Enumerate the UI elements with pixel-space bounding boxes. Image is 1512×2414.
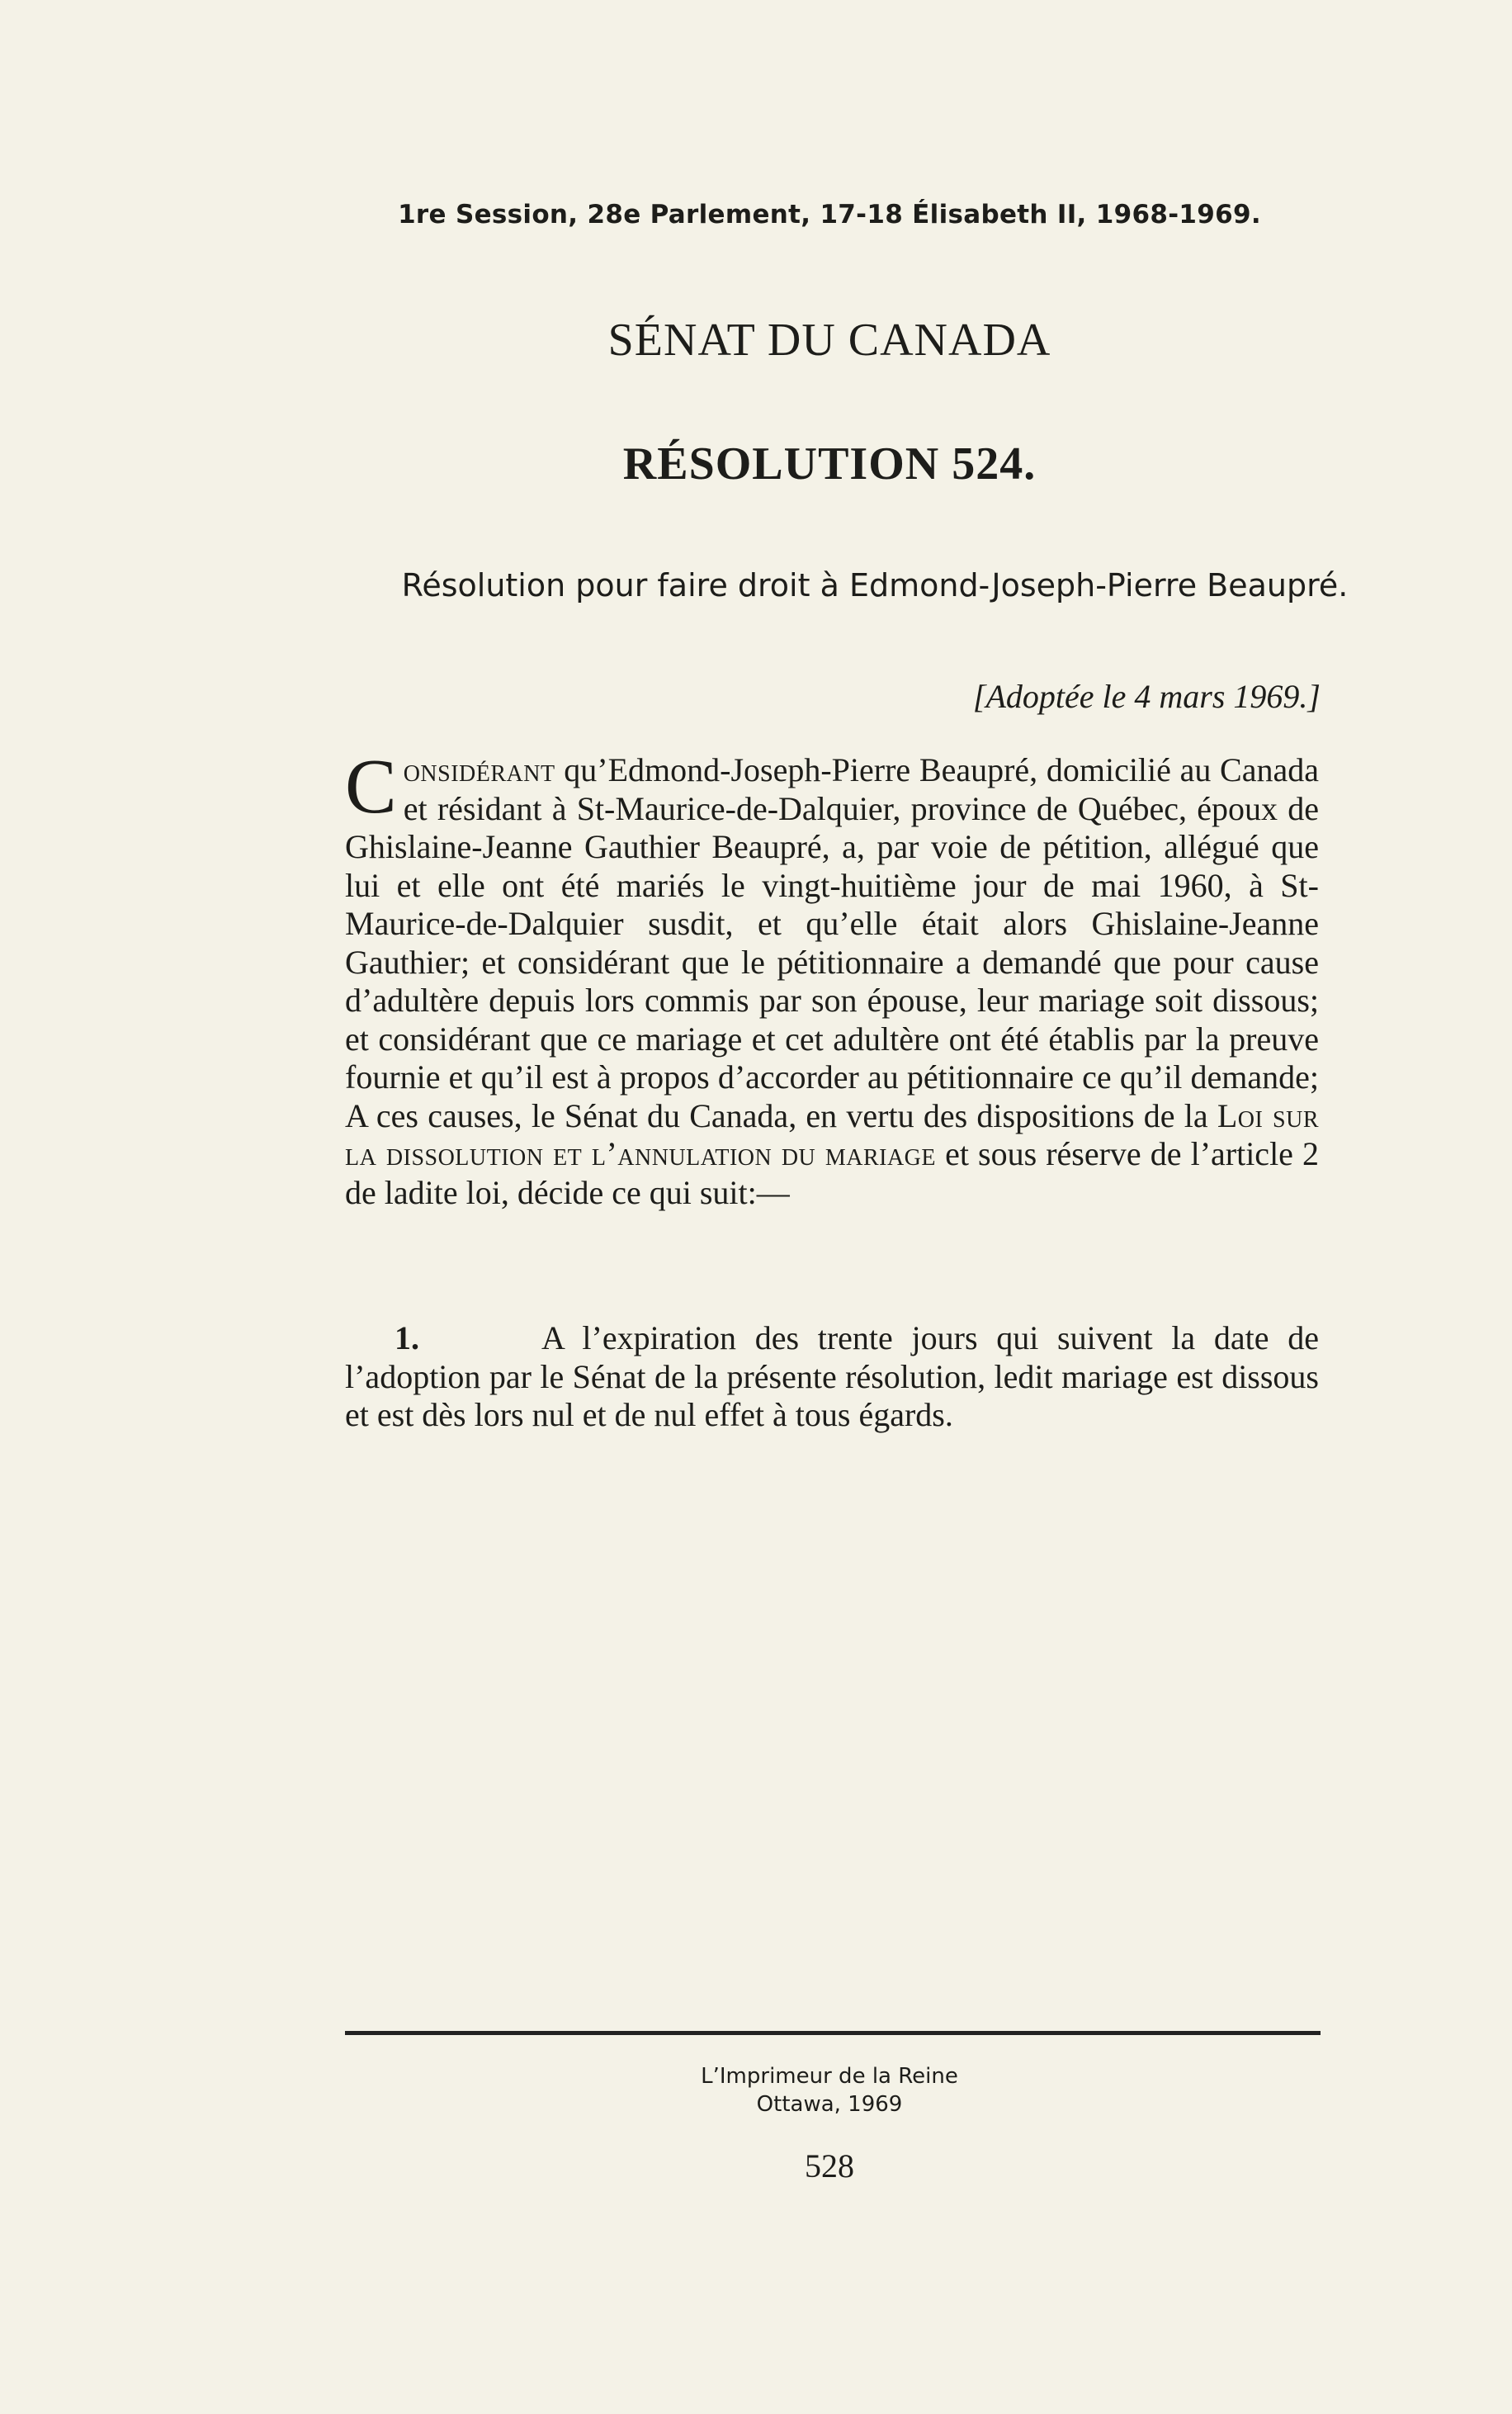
adoption-date: [Adoptée le 4 mars 1969.] <box>972 678 1321 715</box>
page-number: 528 <box>805 2147 854 2184</box>
printer-info <box>0 2062 1512 2118</box>
session-header: 1re Session, 28e Parlement, 17-18 Élisabeth II, 1968-1969. <box>398 200 1261 230</box>
preamble-text-part2: et sous réserve de l’article 2 de ladite loi, décide ce qui suit:— <box>345 1135 1320 1211</box>
resolution-title: RÉSOLUTION 524. <box>622 438 1037 490</box>
printer-name: L’Imprimeur de la Reine <box>701 2064 958 2089</box>
article-1 <box>345 1319 1319 1435</box>
opening-word: onsidérant <box>403 751 555 788</box>
preamble <box>345 744 1320 1212</box>
resolution-subtitle: Résolution pour faire droit à Edmond-Joseph-Pierre Beaupré. <box>401 567 1349 604</box>
article-number: 1. <box>395 1319 419 1356</box>
drop-cap: C <box>345 744 397 830</box>
senate-title: SÉNAT DU CANADA <box>607 315 1051 366</box>
act-name: Loi sur la dissolution et l’annulation du mariage <box>345 1096 1320 1172</box>
printer-place-year: Ottawa, 1969 <box>756 2092 903 2117</box>
article-text: A l’expiration des trente jours qui suivent la date de l’adoption par le Sénat de la présente résolution, ledit mariage est dissous et est dès lors nul et de nul effet à tous égards. <box>345 1319 1319 1433</box>
preamble-text-part1: qu’Edmond-Joseph-Pierre Beaupré, domicilié au Canada et résidant à St-Maurice-de-Dalquier, province de Québec, époux de Ghislaine-Jeanne Gauthier Beaupré, a, par voie de pétition, allégué que lui et elle ont été mariés le vingt-huitième jour de mai 1960, à St-Maurice-de-Dalquier susdit, et qu’elle était alors Ghislaine-Jeanne Gauthier; et considérant que le pétitionnaire a demandé que pour cause d’adultère depuis lors commis par son épouse, leur mariage soit dissous; et considérant que ce mariage et cet adultère ont été établis par la preuve fournie et qu’il est à propos d’accorder au pétitionnaire ce qu’il demande; A ces causes, le Sénat du Canada, en vertu des dispositions de la <box>345 751 1319 1134</box>
footer-divider <box>345 2031 1321 2035</box>
